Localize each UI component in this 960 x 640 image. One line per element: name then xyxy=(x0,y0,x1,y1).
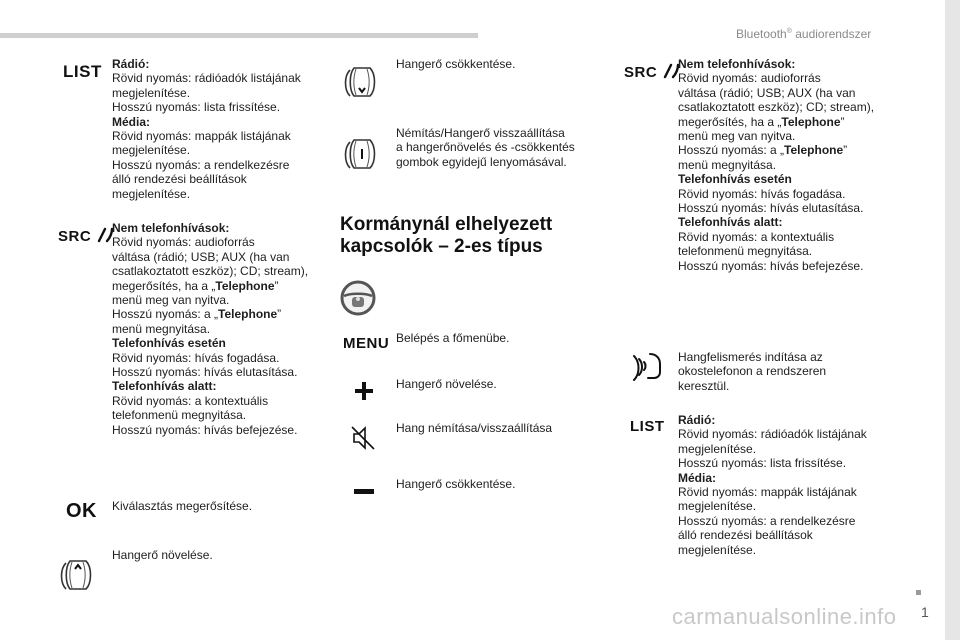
steering-wheel-icon xyxy=(338,278,378,318)
plus-description: Hangerő növelése. xyxy=(396,377,497,391)
mute2-description: Hang némítása/visszaállítása xyxy=(396,421,553,435)
list-button-icon: LIST xyxy=(63,62,102,81)
mute-description: Némítás/Hangerő visszaállítása a hangerőnövelés és -csökkentés gombok egyidejű lenyomásával. xyxy=(396,126,575,169)
src-description: Nem telefonhívások: Rövid nyomás: audioforrás váltása (rádió; USB; AUX (ha van csatlakoztatott eszköz); CD; stream), megerősítés, ha a „Telephone” menü meg van nyitva. Hosszú nyomás: a „Telephone” menü megnyitása. Telefonhívás esetén Rövid nyomás: hívás fogadása. Hosszú nyomás: hívás elutasítása. Telefonhívás alatt: Rövid nyomás: a kontextuális telefonmenü megnyitása. Hosszú nyomás: hívás befejezése. xyxy=(112,221,309,437)
ok-button-icon: OK xyxy=(66,500,97,522)
voice-description: Hangfelismerés indítása az okostelefonon a rendszeren keresztül. xyxy=(678,350,827,393)
menu-description: Belépés a főmenübe. xyxy=(396,331,510,345)
list-description-2: Rádió: Rövid nyomás: rádióadók listájának megjelenítése. Hosszú nyomás: lista frissítése. Média: Rövid nyomás: mappák listájának megjelenítése. Hosszú nyomás: a rendelkezésre álló rendezési beállítások megjelenítése. xyxy=(678,413,867,557)
voice-command-icon xyxy=(628,350,664,386)
thumbwheel-press-icon xyxy=(340,132,384,176)
src-button-icon-2: SRC xyxy=(624,62,681,81)
list-description: Rádió: Rövid nyomás: rádióadók listájának megjelenítése. Hosszú nyomás: lista frissítése. Média: Rövid nyomás: mappák listájának megjelenítése. Hosszú nyomás: a rendelkezésre álló rendezési beállítások megjelenítése. xyxy=(112,57,301,201)
page-edge-strip xyxy=(945,0,960,640)
list-button-icon-2: LIST xyxy=(630,418,665,435)
minus-icon xyxy=(354,489,374,495)
page-marker xyxy=(916,590,921,595)
page-header-title: Bluetooth® audiorendszer xyxy=(736,27,872,41)
wheel-down-description: Hangerő csökkentése. xyxy=(396,57,516,71)
ok-description: Kiválasztás megerősítése. xyxy=(112,499,253,513)
watermark: carmanualsonline.info xyxy=(672,604,897,629)
src-button-icon: SRC xyxy=(58,226,115,245)
thumbwheel-down-icon xyxy=(340,60,384,104)
menu-button-icon: MENU xyxy=(343,335,390,352)
src-description-2: Nem telefonhívások: Rövid nyomás: audioforrás váltása (rádió; USB; AUX (ha van csatlakoztatott eszköz); CD; stream), megerősítés, ha a „Telephone” menü meg van nyitva. Hosszú nyomás: a „Telephone” menü megnyitása. Telefonhívás esetén Rövid nyomás: hívás fogadása. Hosszú nyomás: hívás elutasítása. Telefonhívás alatt: Rövid nyomás: a kontextuális telefonmenü megnyitása. Hosszú nyomás: hívás befejezése. xyxy=(678,57,875,273)
header-rule xyxy=(0,33,478,38)
thumbwheel-up-icon xyxy=(56,553,100,597)
section-heading: Kormánynál elhelyezett kapcsolók – 2-es típus xyxy=(340,214,553,257)
wheel-up-description: Hangerő növelése. xyxy=(112,548,213,562)
minus-description: Hangerő csökkentése. xyxy=(396,477,516,491)
page-number: 1 xyxy=(921,604,929,620)
mute-speaker-icon xyxy=(350,424,376,452)
plus-icon xyxy=(354,381,374,401)
